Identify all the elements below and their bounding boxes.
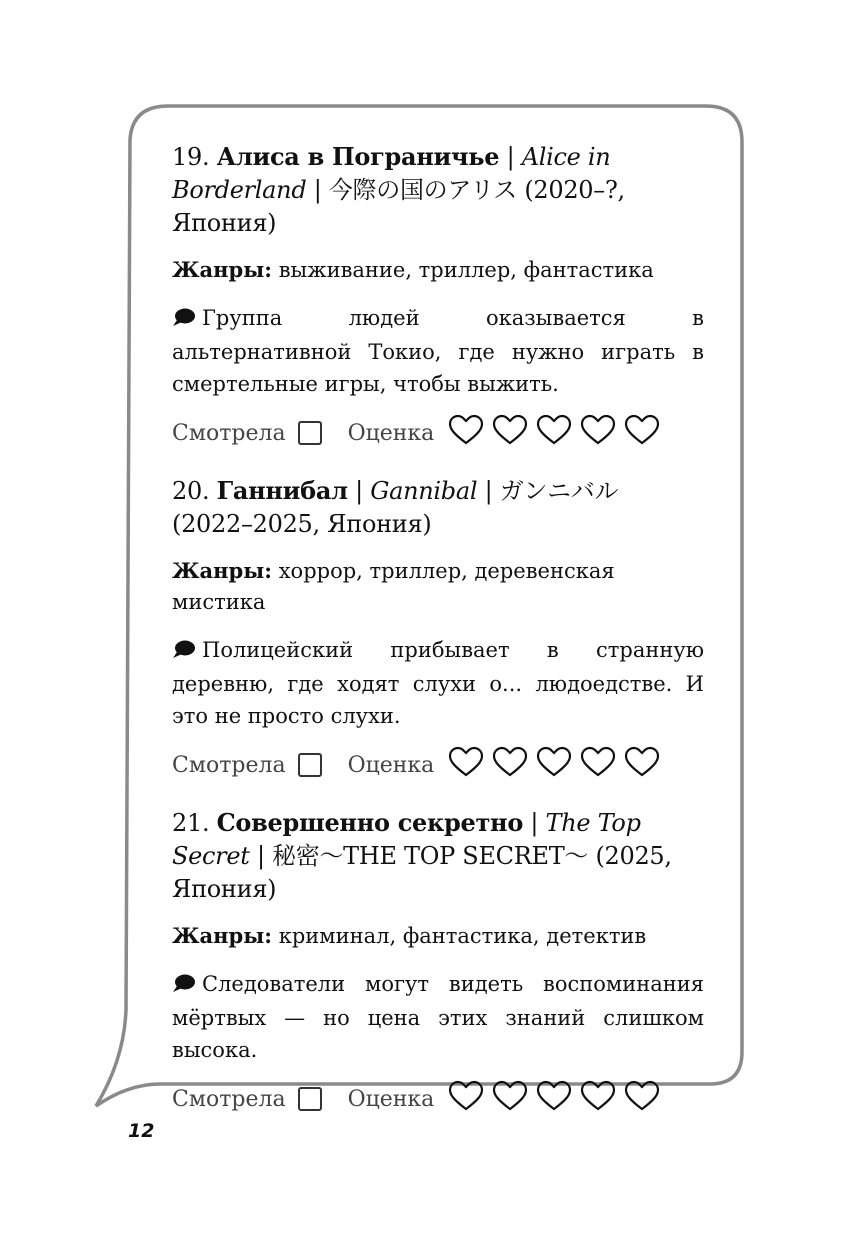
heart-icon[interactable] (624, 1080, 660, 1118)
title-original: Alice in Borderland (172, 143, 611, 204)
heart-icon[interactable] (624, 746, 660, 784)
title-separator: | (347, 477, 371, 505)
watched-label: Смотрела (172, 420, 286, 446)
description-text: Полицейский прибывает в странную деревню, где ходят слухи о... людоедстве. И это не просто слухи. (172, 638, 704, 728)
title-russian: Ганнибал (216, 476, 348, 505)
watched-checkbox[interactable] (298, 421, 322, 445)
genres-line (172, 254, 704, 286)
rating-label: Оценка (347, 752, 435, 778)
series-entry (172, 474, 704, 784)
genres-label: Жанры: (172, 257, 273, 282)
description-text: Следователи могут видеть воспоминания мёртвых — но цена этих знаний слишком высока. (172, 972, 704, 1062)
entry-number: 21. (172, 809, 210, 837)
series-title (172, 806, 704, 906)
heart-icon[interactable] (536, 1080, 572, 1118)
title-separator: | (499, 143, 522, 171)
speech-bubble-icon (172, 304, 196, 336)
description (172, 302, 704, 400)
title-russian: Совершенно секретно (216, 808, 524, 837)
heart-icon[interactable] (492, 414, 528, 452)
rating-label: Оценка (347, 1086, 435, 1112)
heart-icon[interactable] (448, 414, 484, 452)
series-entry (172, 140, 704, 452)
genres-label: Жанры: (172, 558, 273, 583)
heart-icon[interactable] (580, 746, 616, 784)
series-title (172, 474, 704, 541)
entry-number: 19. (172, 143, 210, 171)
title-original: Gannibal (370, 477, 478, 505)
series-entry (172, 806, 704, 1118)
description (172, 634, 704, 732)
heart-icon[interactable] (448, 1080, 484, 1118)
series-list (172, 140, 704, 1140)
rating-row (172, 414, 704, 452)
title-japanese-year: | 秘密～THE TOP SECRET～ (2025, Япония) (172, 842, 672, 903)
title-original: The Top Secret (172, 809, 641, 870)
title-japanese-year: | 今際の国のアリス (2020–?, Япония) (172, 176, 625, 237)
heart-icon[interactable] (536, 414, 572, 452)
genres-value: выживание, триллер, фантастика (278, 258, 654, 282)
title-russian: Алиса в Пограничье (216, 142, 500, 171)
heart-icon[interactable] (536, 746, 572, 784)
rating-row (172, 1080, 704, 1118)
genres-value: криминал, фантастика, детектив (278, 924, 647, 948)
heart-icon[interactable] (580, 1080, 616, 1118)
genres-value: хоррор, триллер, деревенская мистика (172, 559, 615, 614)
rating-label: Оценка (347, 420, 435, 446)
speech-bubble-icon (172, 970, 196, 1002)
heart-icon[interactable] (624, 414, 660, 452)
watched-label: Смотрела (172, 1086, 286, 1112)
rating-row (172, 746, 704, 784)
genres-line (172, 555, 704, 618)
heart-icon[interactable] (492, 746, 528, 784)
watched-checkbox[interactable] (298, 753, 322, 777)
series-title (172, 140, 704, 240)
genres-line (172, 920, 704, 952)
genres-label: Жанры: (172, 923, 273, 948)
heart-icon[interactable] (580, 414, 616, 452)
speech-bubble-icon (172, 636, 196, 668)
title-separator: | (523, 809, 546, 837)
watched-label: Смотрела (172, 752, 286, 778)
entry-number: 20. (172, 477, 210, 505)
description-text: Группа людей оказывается в альтернативной Токио, где нужно играть в смертельные игры, чтобы выжить. (172, 306, 704, 396)
watched-checkbox[interactable] (298, 1087, 322, 1111)
heart-icon[interactable] (492, 1080, 528, 1118)
title-japanese-year: | ガンニバル (2022–2025, Япония) (172, 477, 619, 538)
page-number: 12 (128, 1120, 155, 1142)
heart-icon[interactable] (448, 746, 484, 784)
description (172, 968, 704, 1066)
